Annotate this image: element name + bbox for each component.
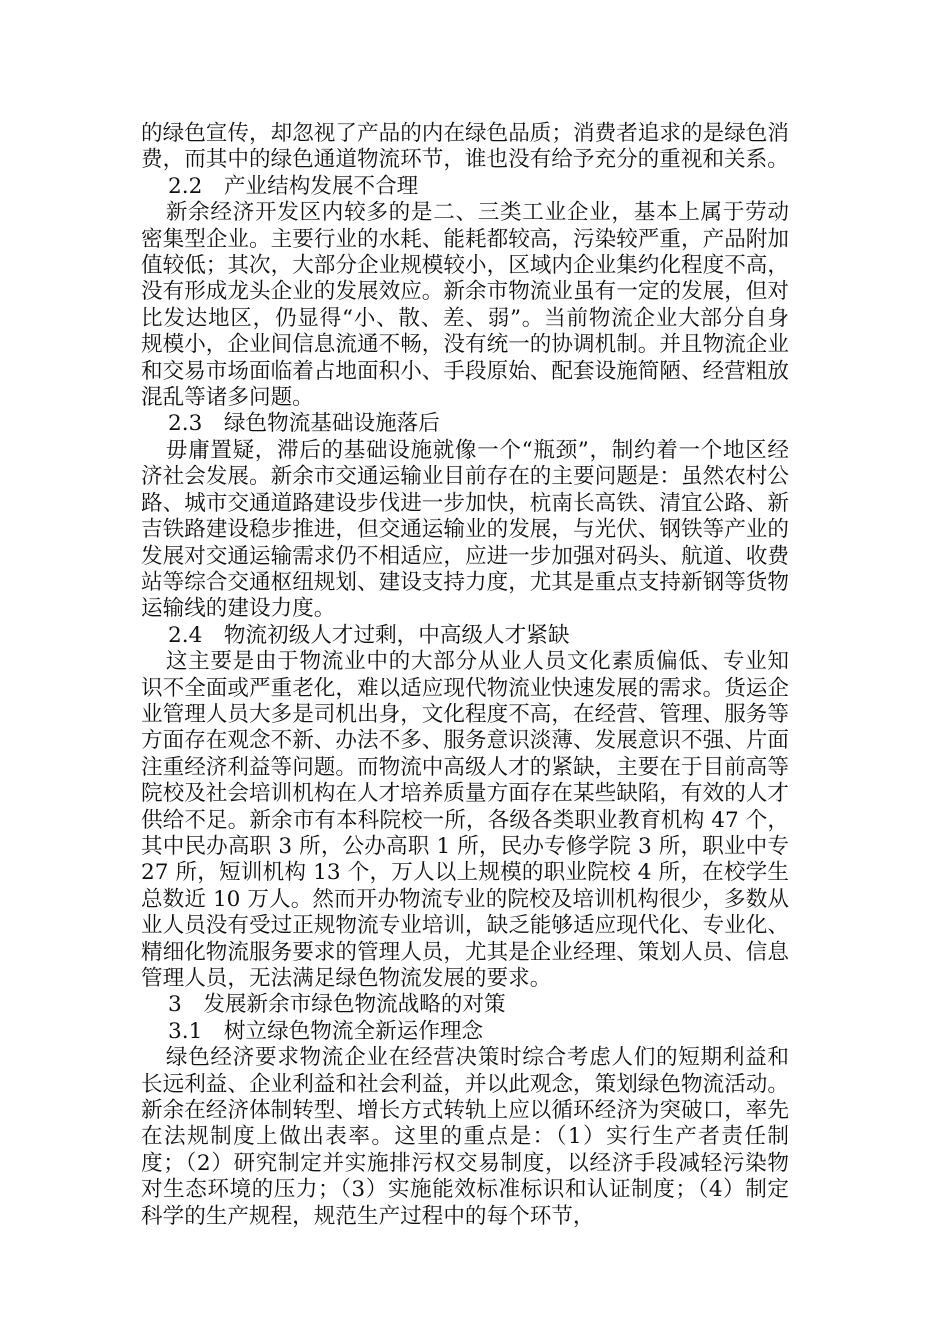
paragraph-industry-structure: 新余经济开发区内较多的是二、三类工业企业，基本上属于劳动密集型企业。主要行业的水耗、能耗都较高，污染较严重，产品附加值较低；其次，大部分企业规模较小，区域内企业集约化程度不高，没有形成龙头企业的发展效应。新余市物流业虽有一定的发展，但对比发达地区，仍显得“小、散、差、弱”。当前物流企业大部分自身规模小，企业间信息流通不畅，没有统一的协调机制。并且物流企业和交易市场面临着占地面积小、手段原始、配套设施简陋、经营粗放混乱等诸多问题。 [141, 200, 789, 411]
section-heading-3: 3 发展新余市绿色物流战略的对策 [168, 992, 506, 1018]
paragraph-talent: 这主要是由于物流业中的大部分从业人员文化素质偏低、专业知识不全面或严重老化，难以适应现代物流业快速发展的需求。货运企业管理人员大多是司机出身，文化程度不高，在经营、管理、服务等方面存在观念不新、办法不多、服务意识淡薄、发展意识不强、片面注重经济利益等问题。而物流中高级人才的紧缺，主要在于目前高等院校及社会培训机构在人才培养质量方面存在某些缺陷，有效的人才供给不足。新余市有本科院校一所，各级各类职业教育机构 47 个，其中民办高职 3 所，公办高职 1 所，民办专修学院 3 所，职业中专 27 所，短训机构 13 个，万人以上规模的职业院校 4 所，在校学生总数近 10 万人。然而开办物流专业的院校及培训机构很少，多数从业人员没有受过正规物流专业培训，缺乏能够适应现代化、专业化、精细化物流服务要求的管理人员，尤其是企业经理、策划人员、信息管理人员，无法满足绿色物流发展的要求。 [141, 649, 789, 991]
section-heading-2-3: 2.3 绿色物流基础设施落后 [168, 411, 440, 437]
paragraph-green-concept: 绿色经济要求物流企业在经营决策时综合考虑人们的短期利益和长远利益、企业利益和社会利益，并以此观念，策划绿色物流活动。新余在经济体制转型、增长方式转轨上应以循环经济为突破口，率先在法规制度上做出表率。这里的重点是：（1）实行生产者责任制度；（2）研究制定并实施排污权交易制度，以经济手段减轻污染物对生态环境的压力；（3）实施能效标准标识和认证制度；（4）制定科学的生产规程，规范生产过程中的每个环节， [141, 1045, 789, 1229]
paragraph-infrastructure: 毋庸置疑，滞后的基础设施就像一个“瓶颈”，制约着一个地区经济社会发展。新余市交通运输业目前存在的主要问题是：虽然农村公路、城市交通道路建设步伐进一步加快，杭南长高铁、清宜公路、新吉铁路建设稳步推进，但交通运输业的发展，与光伏、钢铁等产业的发展对交通运输需求仍不相适应，应进一步加强对码头、航道、收费站等综合交通枢纽规划、建设支持力度，尤其是重点支持新钢等货物运输线的建设力度。 [141, 437, 789, 622]
section-heading-2-2: 2.2 产业结构发展不合理 [168, 173, 419, 199]
section-heading-2-4: 2.4 物流初级人才过剩，中高级人才紧缺 [168, 622, 570, 648]
paragraph-continuation: 的绿色宣传，却忽视了产品的内在绿色品质；消费者追求的是绿色消费，而其中的绿色通道物流环节，谁也没有给予充分的重视和关系。 [141, 121, 789, 173]
section-heading-3-1: 3.1 树立绿色物流全新运作理念 [168, 1018, 484, 1044]
document-page [141, 121, 789, 1230]
